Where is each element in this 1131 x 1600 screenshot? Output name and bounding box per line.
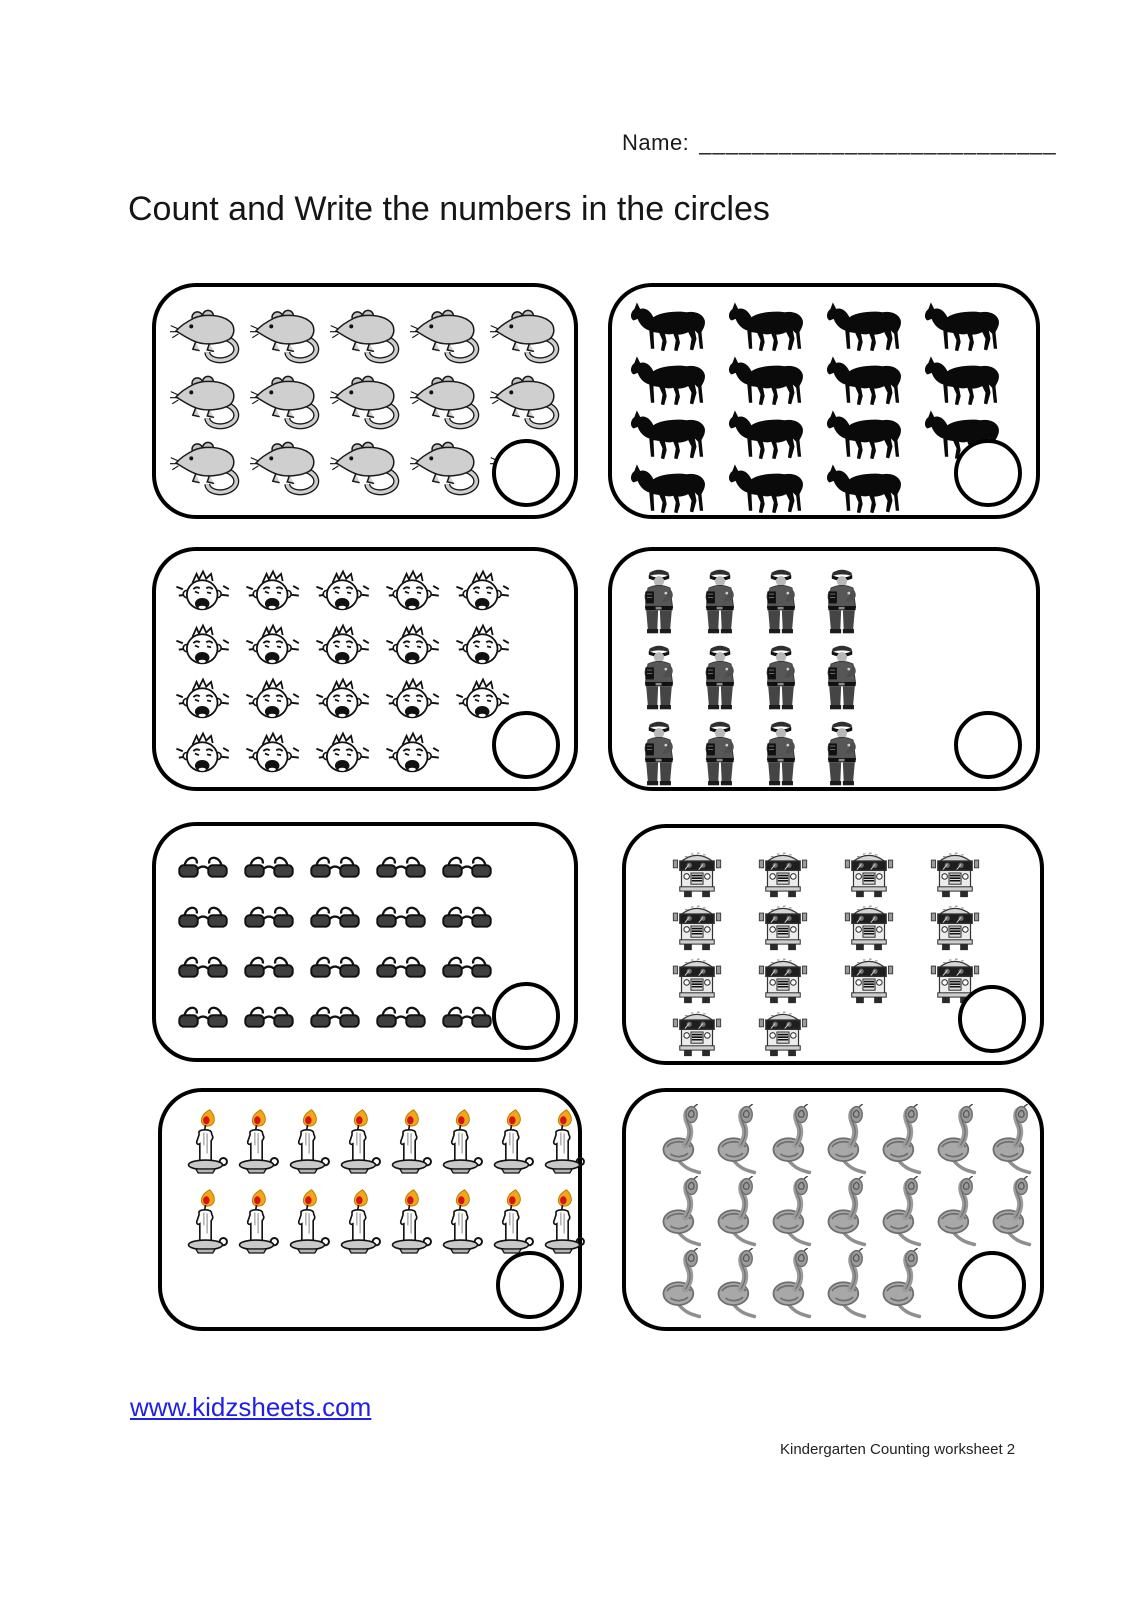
counting-box-babies bbox=[152, 547, 578, 791]
mouse-icon bbox=[250, 373, 326, 433]
policeman-icon bbox=[697, 641, 743, 711]
crying-baby-icon bbox=[242, 677, 304, 727]
crying-baby-icon bbox=[312, 569, 374, 619]
answer-circle-sunglasses[interactable] bbox=[492, 982, 560, 1050]
crying-baby-icon bbox=[242, 569, 304, 619]
crying-baby-icon bbox=[242, 623, 304, 673]
bus-icon bbox=[672, 954, 722, 1004]
counting-box-candles bbox=[158, 1088, 582, 1331]
candle-icon bbox=[284, 1104, 331, 1182]
mouse-icon bbox=[410, 439, 486, 499]
name-label: Name: bbox=[622, 130, 690, 155]
policeman-icon bbox=[697, 717, 743, 787]
footer-note: Kindergarten Counting worksheet 2 bbox=[780, 1441, 1016, 1458]
horse-icon bbox=[820, 407, 912, 460]
sunglasses-icon bbox=[438, 902, 496, 932]
answer-circle-policemen[interactable] bbox=[954, 711, 1022, 779]
bus-icon bbox=[930, 848, 980, 898]
snake-icon bbox=[768, 1104, 814, 1176]
counting-box-buses bbox=[622, 824, 1044, 1065]
sunglasses-icon bbox=[306, 952, 364, 982]
answer-circle-buses[interactable] bbox=[958, 985, 1026, 1053]
snake-icon bbox=[823, 1248, 869, 1320]
snake-icon bbox=[713, 1104, 759, 1176]
item-row bbox=[624, 353, 1036, 406]
sunglasses-icon bbox=[240, 852, 298, 882]
mouse-icon bbox=[490, 307, 566, 367]
mouse-icon bbox=[330, 307, 406, 367]
horse-icon bbox=[820, 299, 912, 352]
snake-icon bbox=[878, 1104, 924, 1176]
candle-icon bbox=[539, 1104, 586, 1182]
bus-icon bbox=[672, 1007, 722, 1057]
counting-box-snakes bbox=[622, 1088, 1044, 1331]
mouse-icon bbox=[410, 373, 486, 433]
mouse-icon bbox=[330, 373, 406, 433]
horse-icon bbox=[722, 299, 814, 352]
horse-icon bbox=[722, 353, 814, 406]
snake-icon bbox=[823, 1176, 869, 1248]
answer-circle-candles[interactable] bbox=[496, 1251, 564, 1319]
bus-icon bbox=[672, 848, 722, 898]
item-row bbox=[636, 565, 1036, 635]
snake-icon bbox=[823, 1104, 869, 1176]
bus-icon bbox=[758, 954, 808, 1004]
bus-icon bbox=[758, 901, 808, 951]
candle-icon bbox=[386, 1184, 433, 1262]
crying-baby-icon bbox=[382, 731, 444, 781]
crying-baby-icon bbox=[172, 569, 234, 619]
snake-icon bbox=[658, 1104, 704, 1176]
mouse-icon bbox=[250, 439, 326, 499]
item-row bbox=[672, 848, 1040, 898]
item-row bbox=[182, 1184, 578, 1262]
item-row bbox=[172, 623, 574, 673]
counting-box-mice bbox=[152, 283, 578, 519]
snake-icon bbox=[768, 1248, 814, 1320]
item-row bbox=[170, 307, 574, 367]
horse-icon bbox=[820, 461, 912, 514]
snake-icon bbox=[713, 1248, 759, 1320]
snake-icon bbox=[658, 1248, 704, 1320]
sunglasses-icon bbox=[240, 952, 298, 982]
horse-icon bbox=[722, 407, 814, 460]
policeman-icon bbox=[819, 717, 865, 787]
crying-baby-icon bbox=[172, 731, 234, 781]
horse-icon bbox=[820, 353, 912, 406]
horse-icon bbox=[624, 353, 716, 406]
horse-icon bbox=[624, 299, 716, 352]
policeman-icon bbox=[636, 717, 682, 787]
item-row bbox=[174, 902, 574, 932]
item-row bbox=[182, 1104, 578, 1182]
snake-icon bbox=[713, 1176, 759, 1248]
sunglasses-icon bbox=[174, 952, 232, 982]
snake-icon bbox=[878, 1248, 924, 1320]
name-row bbox=[622, 130, 1057, 156]
sunglasses-icon bbox=[240, 1002, 298, 1032]
horse-icon bbox=[722, 461, 814, 514]
answer-circle-horses[interactable] bbox=[954, 439, 1022, 507]
mouse-icon bbox=[250, 307, 326, 367]
item-row bbox=[636, 641, 1036, 711]
crying-baby-icon bbox=[312, 677, 374, 727]
sunglasses-icon bbox=[438, 1002, 496, 1032]
horse-icon bbox=[918, 299, 1010, 352]
sunglasses-icon bbox=[372, 952, 430, 982]
crying-baby-icon bbox=[312, 731, 374, 781]
policeman-icon bbox=[636, 641, 682, 711]
sunglasses-icon bbox=[240, 902, 298, 932]
mouse-icon bbox=[410, 307, 486, 367]
policeman-icon bbox=[819, 565, 865, 635]
item-row bbox=[658, 1176, 1040, 1248]
counting-box-horses bbox=[608, 283, 1040, 519]
answer-circle-babies[interactable] bbox=[492, 711, 560, 779]
crying-baby-icon bbox=[242, 731, 304, 781]
crying-baby-icon bbox=[172, 623, 234, 673]
candle-icon bbox=[539, 1184, 586, 1262]
crying-baby-icon bbox=[312, 623, 374, 673]
sunglasses-icon bbox=[174, 902, 232, 932]
bus-icon bbox=[758, 848, 808, 898]
bus-icon bbox=[844, 954, 894, 1004]
candle-icon bbox=[233, 1184, 280, 1262]
sunglasses-icon bbox=[306, 902, 364, 932]
snake-icon bbox=[933, 1176, 979, 1248]
sunglasses-icon bbox=[438, 852, 496, 882]
sunglasses-icon bbox=[372, 852, 430, 882]
bus-icon bbox=[844, 848, 894, 898]
mouse-icon bbox=[170, 439, 246, 499]
crying-baby-icon bbox=[382, 623, 444, 673]
name-input-line[interactable]: ___________________________ bbox=[699, 130, 1057, 155]
crying-baby-icon bbox=[452, 569, 514, 619]
mouse-icon bbox=[330, 439, 406, 499]
policeman-icon bbox=[758, 641, 804, 711]
snake-icon bbox=[988, 1176, 1034, 1248]
sunglasses-icon bbox=[306, 852, 364, 882]
policeman-icon bbox=[758, 717, 804, 787]
item-row bbox=[672, 901, 1040, 951]
candle-icon bbox=[233, 1104, 280, 1182]
snake-icon bbox=[768, 1176, 814, 1248]
bus-icon bbox=[672, 901, 722, 951]
policeman-icon bbox=[758, 565, 804, 635]
sunglasses-icon bbox=[372, 1002, 430, 1032]
sunglasses-icon bbox=[174, 852, 232, 882]
policeman-icon bbox=[819, 641, 865, 711]
counting-box-policemen bbox=[608, 547, 1040, 791]
sunglasses-icon bbox=[438, 952, 496, 982]
candle-icon bbox=[335, 1104, 382, 1182]
candle-icon bbox=[335, 1184, 382, 1262]
item-row bbox=[170, 373, 574, 433]
snake-icon bbox=[878, 1176, 924, 1248]
answer-circle-snakes[interactable] bbox=[958, 1251, 1026, 1319]
policeman-icon bbox=[636, 565, 682, 635]
horse-icon bbox=[918, 353, 1010, 406]
item-row bbox=[624, 299, 1036, 352]
footer-link-wrap bbox=[130, 1392, 371, 1423]
crying-baby-icon bbox=[452, 623, 514, 673]
item-row bbox=[174, 852, 574, 882]
item-row bbox=[172, 569, 574, 619]
candle-icon bbox=[284, 1184, 331, 1262]
answer-circle-mice[interactable] bbox=[492, 439, 560, 507]
candle-icon bbox=[182, 1184, 229, 1262]
candle-icon bbox=[437, 1184, 484, 1262]
bus-icon bbox=[844, 901, 894, 951]
sunglasses-icon bbox=[372, 902, 430, 932]
bus-icon bbox=[930, 901, 980, 951]
candle-icon bbox=[437, 1104, 484, 1182]
page-title: Count and Write the numbers in the circles bbox=[128, 190, 770, 228]
candle-icon bbox=[182, 1104, 229, 1182]
mouse-icon bbox=[170, 307, 246, 367]
snake-icon bbox=[933, 1104, 979, 1176]
candle-icon bbox=[386, 1104, 433, 1182]
snake-icon bbox=[658, 1176, 704, 1248]
policeman-icon bbox=[697, 565, 743, 635]
counting-box-sunglasses bbox=[152, 822, 578, 1062]
crying-baby-icon bbox=[172, 677, 234, 727]
horse-icon bbox=[624, 407, 716, 460]
sunglasses-icon bbox=[174, 1002, 232, 1032]
horse-icon bbox=[624, 461, 716, 514]
kidzsheets-link[interactable]: www.kidzsheets.com bbox=[130, 1392, 372, 1422]
crying-baby-icon bbox=[382, 569, 444, 619]
item-row bbox=[658, 1104, 1040, 1176]
candle-icon bbox=[488, 1104, 535, 1182]
bus-icon bbox=[758, 1007, 808, 1057]
crying-baby-icon bbox=[382, 677, 444, 727]
snake-icon bbox=[988, 1104, 1034, 1176]
sunglasses-icon bbox=[306, 1002, 364, 1032]
item-row bbox=[174, 952, 574, 982]
mouse-icon bbox=[490, 373, 566, 433]
mouse-icon bbox=[170, 373, 246, 433]
